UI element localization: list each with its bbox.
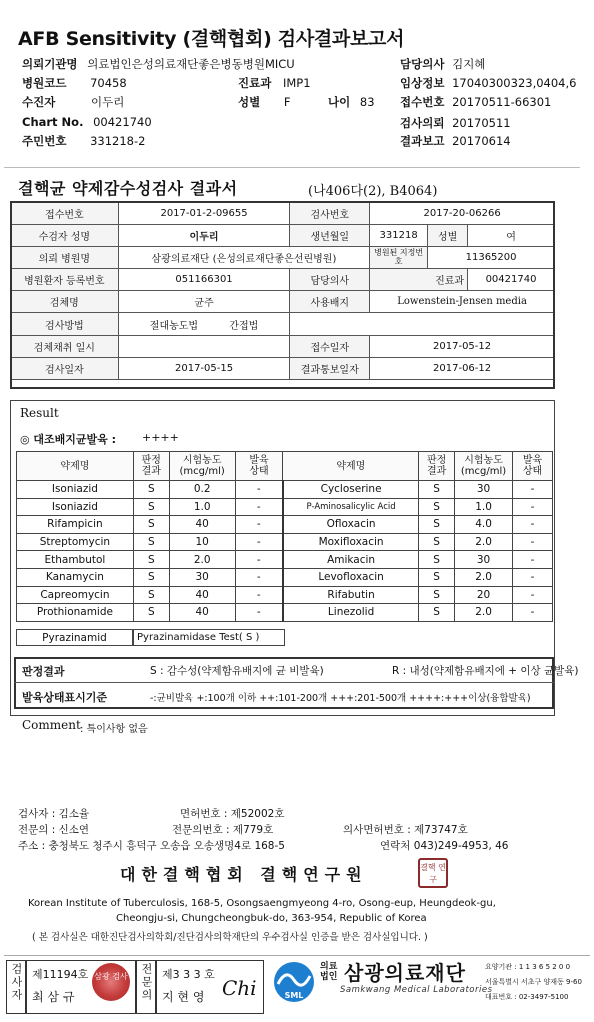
info-label: 수검자 성명: [11, 224, 119, 246]
contact-address: 서울특별시 서초구 양재동 9-60: [485, 978, 582, 986]
phone-line: 연락처 043)249-4953, 46: [380, 840, 509, 852]
sml-logo-icon: [272, 960, 316, 1004]
info-label: 검체채취 일시: [11, 335, 119, 357]
header-value: F: [283, 95, 291, 109]
drug-concentration: 0.2: [169, 481, 235, 499]
drug-name: Amikacin: [283, 551, 419, 569]
info-label: 사용배지: [290, 291, 370, 313]
drug-name: Linezolid: [283, 604, 419, 622]
header-value: 00421740: [93, 115, 152, 129]
tester-vertical-label: [6, 960, 26, 1014]
header-label: 의뢰기관명: [22, 57, 78, 71]
interpretation-label: 판정결과: [22, 665, 65, 678]
drug-growth: -: [513, 481, 553, 499]
contact-code: 요양기관 : 1 1 3 6 5 2 0 0: [485, 963, 571, 971]
drug-result: S: [419, 533, 455, 551]
drug-name: Kanamycin: [17, 568, 134, 586]
header-label: 담당의사: [400, 57, 445, 71]
header-row-sex: [238, 94, 291, 110]
drug-name: Isoniazid: [17, 498, 134, 516]
institute-english-address-1: Korean Institute of Tuberculosis, 168-5, Osongsaengmyeong 4-ro, Osong-eup, Heungdeok-gu,: [28, 898, 496, 909]
drug-growth: -: [235, 498, 283, 516]
drug-row: [17, 586, 553, 604]
drug-growth: -: [235, 551, 283, 569]
info-value: 331218: [370, 224, 428, 246]
info-value: 2017-05-15: [118, 357, 290, 379]
drug-name: Rifampicin: [17, 516, 134, 534]
specialist-line: 전문의 : 신소연: [18, 824, 90, 836]
drug-name: Levofloxacin: [283, 568, 419, 586]
header-label: 접수번호: [400, 95, 445, 109]
info-label: 병원된 지정번호: [370, 246, 428, 268]
header-row-dept: [238, 75, 311, 91]
info-value: Lowenstein-Jensen media: [370, 291, 555, 313]
drug-growth: -: [235, 481, 283, 499]
doctor-license: 의사면허번호 : 제73747호: [343, 824, 468, 836]
drug-concentration: 30: [455, 481, 513, 499]
specialist-number: 전문의번호 : 제779호: [172, 824, 274, 836]
specialist-vertical-label: [136, 960, 156, 1014]
header-value: 17040300323,0404,6: [452, 76, 577, 90]
drug-result: S: [419, 551, 455, 569]
col-header-verdict: 판정 결과: [419, 452, 455, 481]
drug-growth: -: [235, 516, 283, 534]
header-value: 83: [359, 95, 375, 109]
drug-name: Rifabutin: [283, 586, 419, 604]
drug-row: [17, 604, 553, 622]
info-label: 검체명: [11, 291, 119, 313]
report-code: (나406다(2), B4064): [308, 184, 438, 199]
vertical-label-text: 전문의: [140, 963, 153, 1002]
col-header-drug: 약제명: [283, 452, 419, 481]
info-label: 생년월일: [290, 224, 370, 246]
header-value: 의료법인은성의료재단좋은병동병원MICU: [87, 57, 295, 71]
drug-row: [17, 568, 553, 586]
info-value: 여: [468, 224, 555, 246]
drug-concentration: 40: [169, 516, 235, 534]
header-label: 진료과: [238, 76, 272, 90]
header-row-report: [400, 133, 511, 149]
method-indirect: 간접법: [229, 320, 259, 332]
specialist-number: 제3 3 3 호: [162, 968, 215, 981]
drug-concentration: 4.0: [455, 516, 513, 534]
drug-row: [17, 481, 553, 499]
interpretation-susceptible: S : 감수성(약제함유배지에 균 비발육): [150, 665, 324, 677]
drug-concentration: 2.0: [169, 551, 235, 569]
info-value: [118, 313, 290, 335]
drug-result: S: [419, 498, 455, 516]
growth-criteria-label: 발육상태표시기준: [22, 691, 108, 704]
header-value: IMP1: [282, 76, 311, 90]
drug-result: S: [133, 533, 169, 551]
header-row-resident: [22, 133, 145, 149]
header-row-institution: [22, 56, 295, 72]
drug-growth: -: [513, 533, 553, 551]
institute-seal-icon: 결핵 연구: [418, 858, 448, 888]
sml-logo-text: SML: [284, 991, 304, 1000]
header-row-chart: [22, 115, 152, 129]
drug-result: S: [133, 498, 169, 516]
method-absolute: 절대농도법: [149, 320, 199, 332]
contact-phone: 대표번호 : 02-3497-5100: [485, 993, 569, 1001]
tester-license: 면허번호 : 제52002호: [180, 808, 285, 820]
info-label: 진료과: [370, 269, 468, 291]
header-value: 이두리: [90, 95, 125, 109]
drug-name: Streptomycin: [17, 533, 134, 551]
result-label: Result: [20, 406, 59, 420]
specialist-signature-icon: Chi: [222, 976, 257, 1000]
drug-concentration: 40: [169, 604, 235, 622]
header-label: 성별: [238, 95, 261, 109]
institute-english-address-2: Cheongju-si, Chungcheongbuk-do, 363-954, Republic of Korea: [116, 913, 427, 924]
drug-concentration: 2.0: [455, 533, 513, 551]
pyrazinamide-name: Pyrazinamid: [16, 629, 133, 646]
drug-name: Moxifloxacin: [283, 533, 419, 551]
drug-result: S: [133, 568, 169, 586]
drug-table-header: [17, 452, 553, 481]
drug-growth: -: [235, 586, 283, 604]
info-label: 검사번호: [290, 202, 370, 224]
interpretation-divider: [14, 682, 554, 683]
info-label: 병원환자 등록번호: [11, 269, 119, 291]
drug-row: [17, 516, 553, 534]
drug-result: S: [133, 586, 169, 604]
drug-concentration: 1.0: [455, 498, 513, 516]
drug-growth: -: [235, 533, 283, 551]
header-row-request: [400, 115, 511, 131]
header-row-age: [328, 94, 375, 110]
drug-result: S: [419, 568, 455, 586]
comment-label: Comment: [22, 718, 81, 732]
report-title: 결핵균 약제감수성검사 결과서: [18, 179, 238, 198]
institute-korean-name: 대한결핵협회 결핵연구원: [120, 865, 368, 884]
interpretation-resistant: R : 내성(약제함유배지에 + 이상 균발육): [392, 665, 579, 677]
drug-result: S: [419, 481, 455, 499]
info-value: 2017-01-2-09655: [118, 202, 290, 224]
growth-criteria-text: -:균비발육 +:100개 이하 ++:101-200개 +++:201-500개 ++++:+++이상(융합발육): [150, 693, 531, 704]
drug-result: S: [133, 481, 169, 499]
col-header-verdict: 판정 결과: [133, 452, 169, 481]
info-label: 의뢰 병원명: [11, 246, 119, 268]
drug-row: [17, 551, 553, 569]
info-label: 담당의사: [290, 269, 370, 291]
info-value: 삼광의료재단 (은성의료재단좋은선린병원): [118, 246, 369, 268]
drug-growth: -: [235, 604, 283, 622]
header-value: 20170511-66301: [452, 95, 552, 109]
logo-name: 삼광의료재단: [344, 961, 466, 985]
drug-name: Ethambutol: [17, 551, 134, 569]
info-value: 2017-05-12: [370, 335, 555, 357]
drug-result: S: [419, 604, 455, 622]
header-value: 김지혜: [452, 57, 486, 71]
drug-concentration: 20: [455, 586, 513, 604]
drug-name: Capreomycin: [17, 586, 134, 604]
logo-english-name: Samkwang Medical Laboratories: [340, 985, 493, 995]
header-label: 검사의뢰: [400, 116, 445, 130]
report-info-table: [10, 201, 555, 380]
col-header-conc: 시험농도 (mcg/ml): [169, 452, 235, 481]
address-line: 주소 : 충청북도 청주시 흥덕구 오송읍 오송생명4로 168-5: [18, 840, 285, 852]
drug-concentration: 40: [169, 586, 235, 604]
info-value: 051166301: [118, 269, 290, 291]
drug-growth: -: [235, 568, 283, 586]
info-value-empty: [290, 313, 555, 335]
drug-name: Isoniazid: [17, 481, 134, 499]
header-row-doctor: [400, 56, 485, 72]
header-row-receipt: [400, 94, 551, 110]
info-label: 결과통보일자: [290, 357, 370, 379]
colony-label: ◎ 대조배지균발육 :: [20, 433, 117, 446]
colony-value: ++++: [142, 431, 179, 444]
drug-concentration: 1.0: [169, 498, 235, 516]
info-label: 접수번호: [11, 202, 119, 224]
tester-number: 제11194호: [32, 968, 89, 981]
info-label: 검사방법: [11, 313, 119, 335]
header-value: 331218-2: [90, 134, 146, 148]
tester-name: 최 삼 규: [32, 990, 75, 1004]
header-label: 병원코드: [22, 76, 67, 90]
drug-row: [17, 533, 553, 551]
header-label: 나이: [328, 95, 351, 109]
info-value: 2017-20-06266: [370, 202, 555, 224]
info-value: 00421740: [468, 269, 555, 291]
col-header-drug: 약제명: [17, 452, 134, 481]
drug-result: S: [419, 586, 455, 604]
info-value: 2017-06-12: [370, 357, 555, 379]
drug-result: S: [133, 516, 169, 534]
drug-growth: -: [513, 551, 553, 569]
header-label: 임상정보: [400, 76, 445, 90]
drug-growth: -: [513, 568, 553, 586]
header-label: 결과보고: [400, 134, 445, 148]
header-value: 20170511: [452, 116, 511, 130]
specialist-name: 지 현 영: [162, 990, 205, 1004]
drug-concentration: 10: [169, 533, 235, 551]
comment-text: : 특이사항 없음: [80, 724, 148, 735]
header-row-clinical: [400, 75, 576, 91]
drug-table: [16, 451, 553, 622]
drug-name: Prothionamide: [17, 604, 134, 622]
col-header-conc: 시험농도 (mcg/ml): [455, 452, 513, 481]
drug-concentration: 2.0: [455, 568, 513, 586]
drug-row: [17, 498, 553, 516]
header-value: 20170614: [452, 134, 511, 148]
info-value: 균주: [118, 291, 290, 313]
col-header-growth: 발육 상태: [513, 452, 553, 481]
tester-line: 검사자 : 김소율: [18, 808, 90, 820]
info-label: 검사일자: [11, 357, 119, 379]
vertical-label-text: 검사자: [10, 963, 23, 1002]
drug-concentration: 2.0: [455, 604, 513, 622]
report-main-title: AFB Sensitivity (결핵협회) 검사결과보고서: [18, 28, 405, 50]
header-value: 70458: [90, 76, 127, 90]
info-value: 이두리: [118, 224, 290, 246]
certification-note: ( 본 검사실은 대한진단검사의학회/진단검사의학재단의 우수검사실 인증을 받은 검사실입니다. ): [32, 932, 428, 943]
header-label: 수진자: [22, 95, 56, 109]
drug-result: S: [133, 551, 169, 569]
drug-result: S: [133, 604, 169, 622]
drug-growth: -: [513, 604, 553, 622]
col-header-growth: 발육 상태: [235, 452, 283, 481]
info-label: 접수일자: [290, 335, 370, 357]
drug-concentration: 30: [455, 551, 513, 569]
info-value: 11365200: [428, 246, 555, 268]
drug-name: Cycloserine: [283, 481, 419, 499]
drug-concentration: 30: [169, 568, 235, 586]
drug-growth: -: [513, 516, 553, 534]
header-label: 주민번호: [22, 134, 67, 148]
info-value: [118, 335, 290, 357]
drug-growth: -: [513, 498, 553, 516]
drug-growth: -: [513, 586, 553, 604]
drug-result: S: [419, 516, 455, 534]
info-label: 성별: [428, 224, 468, 246]
header-row-patient: [22, 94, 124, 110]
tester-seal-icon: 삼광 검사: [92, 963, 130, 1001]
logo-kind: 의료 법인: [320, 962, 338, 982]
pyrazinamide-value: Pyrazinamidase Test( S ): [133, 629, 285, 646]
header-row-hospital-code: [22, 75, 127, 91]
drug-name: Ofloxacin: [283, 516, 419, 534]
header-label: Chart No.: [22, 115, 84, 129]
drug-name: P-Aminosalicylic Acid: [283, 498, 419, 516]
